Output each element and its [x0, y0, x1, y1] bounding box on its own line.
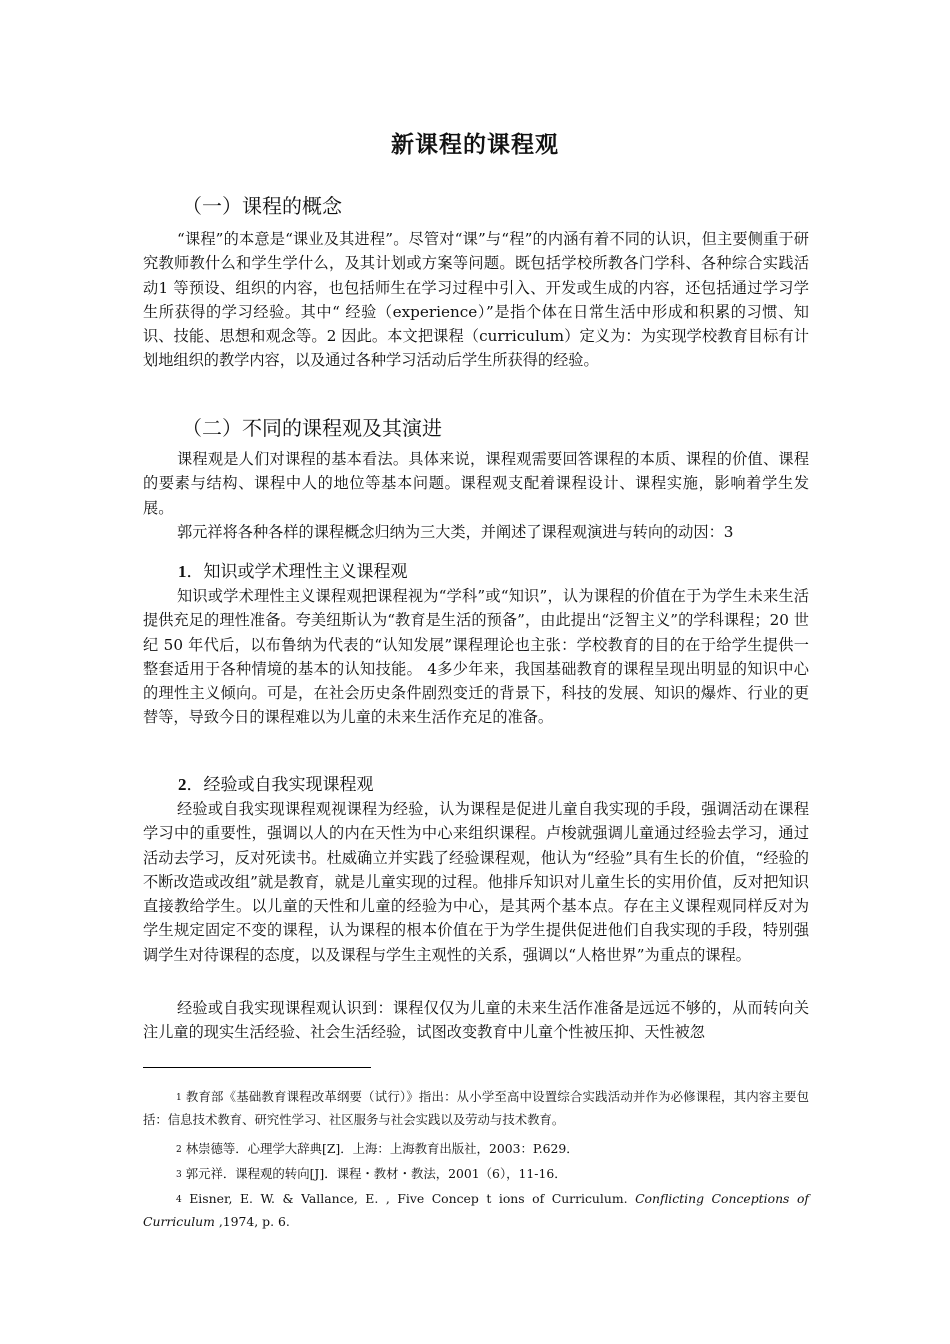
- subsection-title: ．知识或学术理性主义课程观: [186, 562, 408, 582]
- footnote-mark: 3: [176, 1170, 182, 1180]
- paragraph: 课程观是人们对课程的基本看法。具体来说，课程观需要回答课程的本质、课程的价值、课程的要素与结构、课程中人的地位等基本问题。课程观支配着课程设计、课程实施，影响着学生发展。: [143, 450, 809, 517]
- footnote-2: [143, 1138, 809, 1161]
- paragraph: 知识或学术理性主义课程观把课程视为“学科”或“知识”，认为课程的价值在于为学生未来生活提供充足的理性准备。夸美纽斯认为“教育是生活的预备”，由此提出“泛智主义”的学科课程；20 世纪 50 年代后，以布鲁纳为代表的“认知发展”课程理论也主张：学校教育的目的在于给学生提供一整套适用于各种情境的基本的认知技能。 4多少年来，我国基础教育的课程呈现出明显的知识中心的理性主义倾向。可是，在社会历史条件剧烈变迁的背景下，科技的发展、知识的爆炸、行业的更替等，导致今日的课程难以为儿童的未来生活作充足的准备。: [143, 587, 809, 727]
- footnote-mark: 2: [176, 1145, 182, 1155]
- subsection-heading-1: [178, 557, 408, 582]
- paragraph: “课程”的本意是“课业及其进程”。尽管对“课”与“程”的内涵有着不同的认识，但主要侧重于研究教师教什么和学生学什么，及其计划或方案等问题。既包括学校所教各门学科、各种综合实践活动1 等预设、组织的内容，也包括师生在学习过程中引入、开发或生成的内容，还包括通过学习学生所获得的学习经验。其中“ 经验（experience）”是指个体在日常生活中形成和积累的习惯、知识、技能、思想和观念等。2 因此。本文把课程（curriculum）定义为：为实现学校教育目标有计划地组织的教学内容，以及通过各种学习活动后学生所获得的经验。: [143, 230, 809, 370]
- subsection-number: 1: [178, 562, 187, 581]
- subsection-number: 2: [178, 775, 187, 794]
- section-heading-1: （一）课程的概念: [182, 194, 342, 218]
- subsection-title: ．经验或自我实现课程观: [186, 775, 374, 795]
- footnote-text: Eisner, E. W. & Vallance, E. , Five Concep t ions of Curriculum.: [189, 1191, 636, 1206]
- footnote-text: 郭元祥．课程观的转向[J]．课程・教材・教法，2001（6），11-16．: [185, 1166, 567, 1181]
- footnote-3: [143, 1163, 809, 1186]
- paragraph: 经验或自我实现课程观视课程为经验，认为课程是促进儿童自我实现的手段，强调活动在课程学习中的重要性，强调以人的内在天性为中心来组织课程。卢梭就强调儿童通过经验去学习，通过活动去学习，反对死读书。杜威确立并实践了经验课程观，他认为“经验”具有生长的价值，“经验的不断改造或改组”就是教育，就是儿童实现的过程。他排斥知识对儿童生长的实用价值，反对把知识直接教给学生。以儿童的天性和儿童的经验为中心，是其两个基本点。存在主义课程观同样反对为学生规定固定不变的课程，认为课程的根本价值在于为学生提供促进他们自我实现的手段，特别强调学生对待课程的态度，以及课程与学生主观性的关系，强调以“人格世界”为重点的课程。: [143, 800, 809, 964]
- footnote-text: 教育部《基础教育课程改革纲要（试行）》指出：从小学至高中设置综合实践活动并作为必修课程，其内容主要包括：信息技术教育、研究性学习、社区服务与社会实践以及劳动与技术教育。: [143, 1089, 809, 1127]
- subsection-heading-2: [178, 770, 374, 795]
- footnote-italic-title: Conflicting Conceptions of Curriculum: [143, 1191, 809, 1229]
- page-title: 新课程的课程观: [391, 131, 559, 158]
- footnote-4: [143, 1188, 809, 1233]
- footnote-mark: 4: [176, 1195, 182, 1205]
- footnote-tail: ,1974, p. 6.: [214, 1214, 290, 1229]
- paragraph: 郭元祥将各种各样的课程概念归纳为三大类，并阐述了课程观演进与转向的动因：3: [177, 523, 734, 541]
- footnote-mark: 1: [176, 1093, 182, 1103]
- footnote-separator: [143, 1067, 371, 1068]
- section-heading-2: （二）不同的课程观及其演进: [182, 416, 442, 440]
- footnote-1: [143, 1086, 809, 1131]
- paragraph: 经验或自我实现课程观认识到：课程仅仅为儿童的未来生活作准备是远远不够的，从而转向关注儿童的现实生活经验、社会生活经验，试图改变教育中儿童个性被压抑、天性被忽: [143, 999, 809, 1042]
- footnote-text: 林崇德等．心理学大辞典[Z]．上海：上海教育出版社，2003：P.629．: [185, 1141, 579, 1156]
